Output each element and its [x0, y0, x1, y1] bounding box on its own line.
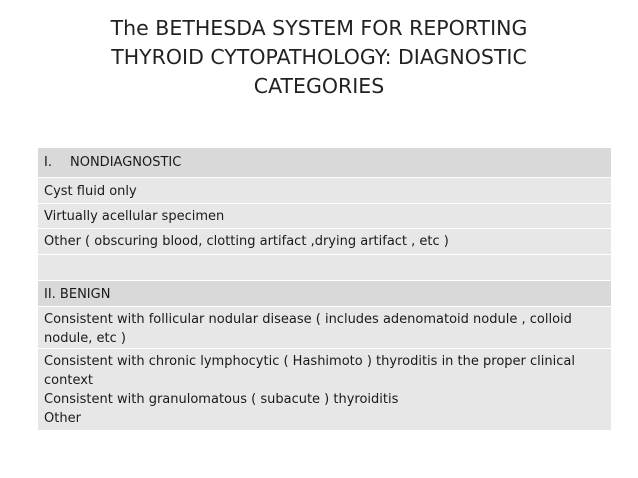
follicular-line-1: Consistent with follicular nodular disease ( includes adenomatoid nodule , colloid: [44, 312, 572, 327]
table-row: [38, 307, 611, 349]
blank-row: [38, 255, 611, 281]
title-line-1: The BETHESDA SYSTEM FOR REPORTING: [110, 16, 528, 40]
hashimoto-line-2: context: [44, 373, 93, 388]
table-row: Cyst fluid only: [38, 178, 611, 204]
nondiagnostic-numeral: I.: [44, 155, 52, 170]
other-line: Other: [44, 411, 81, 426]
follicular-line-2: nodule, etc ): [44, 331, 127, 346]
nondiagnostic-header-row: [38, 148, 611, 178]
hashimoto-line-1: Consistent with chronic lymphocytic ( Hashimoto ) thyroditis in the proper clinical: [44, 354, 575, 369]
table-row: Other ( obscuring blood, clotting artifact ,drying artifact , etc ): [38, 229, 611, 255]
title-line-3: CATEGORIES: [253, 74, 385, 98]
granulomatous-line: Consistent with granulomatous ( subacute ) thyroiditis: [44, 392, 399, 407]
benign-header-row: II. BENIGN: [38, 281, 611, 307]
slide-title: [0, 14, 638, 101]
table-row: [38, 349, 611, 431]
categories-table: [38, 148, 611, 431]
title-line-2: THYROID CYTOPATHOLOGY: DIAGNOSTIC: [111, 45, 527, 69]
table-row: Virtually acellular specimen: [38, 204, 611, 229]
nondiagnostic-label: NONDIAGNOSTIC: [70, 155, 182, 170]
